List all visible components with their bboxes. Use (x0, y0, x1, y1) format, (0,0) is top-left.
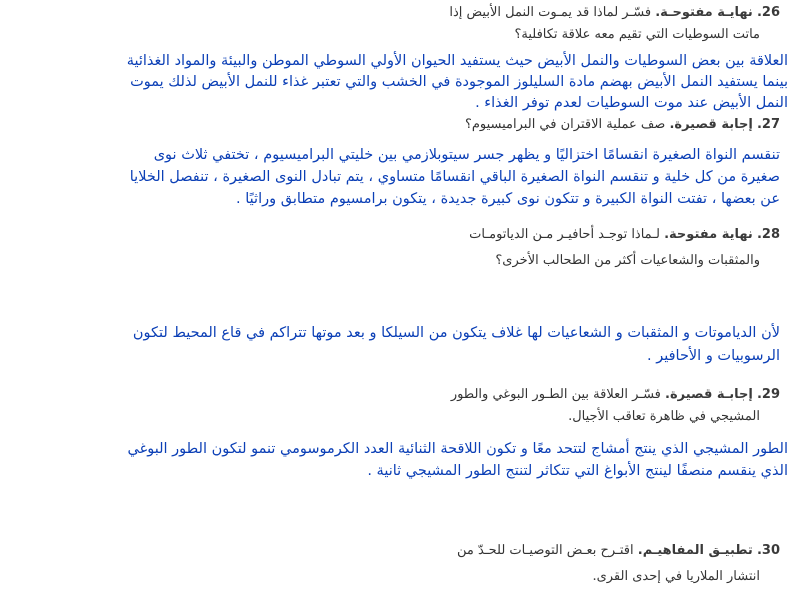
answer-26-line-1: العلاقة بين بعض السوطيات والنمل الأبيض حيث يستفيد الحيوان الأولي السوطي الموطن والبيئة والمواد الغذائية (126, 53, 788, 69)
question-28-text-2: والمثقبات والشعاعيات أكثر من الطحالب الأخرى؟ (495, 253, 760, 268)
answer-29-line-2: الذي ينقسم منصفًا لينتج الأبواغ التي تتكاثر لتنتج الطور المشيجي ثانية . (367, 463, 788, 479)
answer-28 (133, 322, 780, 368)
question-27-text-1: صف عملية الاقتران في البراميسيوم؟ (464, 117, 666, 132)
question-29 (451, 384, 780, 428)
question-26-text-1: فسّـر لماذا قد يمـوت النمل الأبيض إذا (449, 5, 652, 20)
question-27-line-1 (465, 114, 780, 136)
answer-26 (127, 51, 788, 114)
question-30 (457, 540, 780, 588)
question-28-type: نهاية مفتوحة. (664, 227, 753, 242)
question-29-line-1 (451, 384, 780, 406)
answer-29 (128, 438, 788, 482)
question-26-line-1 (449, 2, 780, 24)
question-26-type: نهايـة مفتوحـة. (655, 5, 753, 20)
question-30-text-2: انتشار الملاريا في إحدى القرى. (592, 569, 760, 584)
question-28-line-1 (469, 224, 780, 246)
answer-29-line-1: الطور المشيجي الذي ينتج أمشاج لتتحد معًا و تكون اللاقحة الثنائية العدد الكرموسومي تنمو لتكون الطور البوغي (127, 441, 788, 457)
answer-27-line-2: صغيرة من كل خلية و تنقسم النواة الصغيرة الباقي انقسامًا متساوي ، يتم تبادل النوى الصغيرة ، تنفصل الخلايا (129, 169, 780, 185)
question-30-type: تطبيـق المفاهيـم. (637, 543, 753, 558)
question-29-text-1: فسّـر العلاقة بين الطـور البوغي والطور (450, 387, 661, 402)
answer-27 (130, 145, 780, 210)
answer-27-line-3: عن بعضها ، تفتت النواة الكبيرة و تتكون نوى كبيرة جديدة ، يتكون برامسيوم متطابق وراثيًا . (236, 191, 780, 207)
answer-26-line-2: بينما يستفيد النمل الأبيض بهضم مادة السليلوز الموجودة في الخشب والتي تعتبر غذاء للنمل الأبيض لذلك يموت (130, 74, 788, 90)
question-30-text-1: اقتـرح بعـض التوصيـات للحـدّ من (457, 543, 634, 558)
question-28 (469, 224, 780, 272)
question-27-number: 27. (756, 117, 780, 132)
question-26-number: 26. (756, 5, 780, 20)
question-27-type: إجابة قصيرة. (669, 117, 753, 132)
question-27 (465, 114, 780, 136)
question-29-text-2: المشيجي في ظاهرة تعاقب الأجيال. (568, 409, 760, 424)
answer-27-line-1: تنقسم النواة الصغيرة انقسامًا اختزاليًا و يظهر جسر سيتوبلازمي بين خليتي البراميسيوم ، تختفي ثلاث نوى (153, 147, 780, 163)
answer-28-line-2: الرسوبيات و الأحافير . (647, 348, 780, 364)
question-28-number: 28. (756, 227, 780, 242)
question-29-type: إجابـة قصيرة. (665, 387, 753, 402)
answer-28-line-1: لأن الدياموتات و المثقبات و الشعاعيات لها غلاف يتكون من السيلكا و بعد موتها تتراكم في قاع المحيط لتكون (132, 325, 780, 341)
answer-26-line-3: النمل الأبيض عند موت السوطيات لعدم توفر الغذاء . (475, 95, 788, 111)
question-30-number: 30. (756, 543, 780, 558)
question-29-number: 29. (756, 387, 780, 402)
question-28-text-1: لـماذا توجـد أحافيـر مـن الدياتومـات (469, 227, 660, 242)
question-26 (449, 2, 780, 46)
question-30-line-1 (457, 540, 780, 562)
question-26-text-2: ماتت السوطيات التي تقيم معه علاقة تكافلية؟ (514, 27, 760, 42)
